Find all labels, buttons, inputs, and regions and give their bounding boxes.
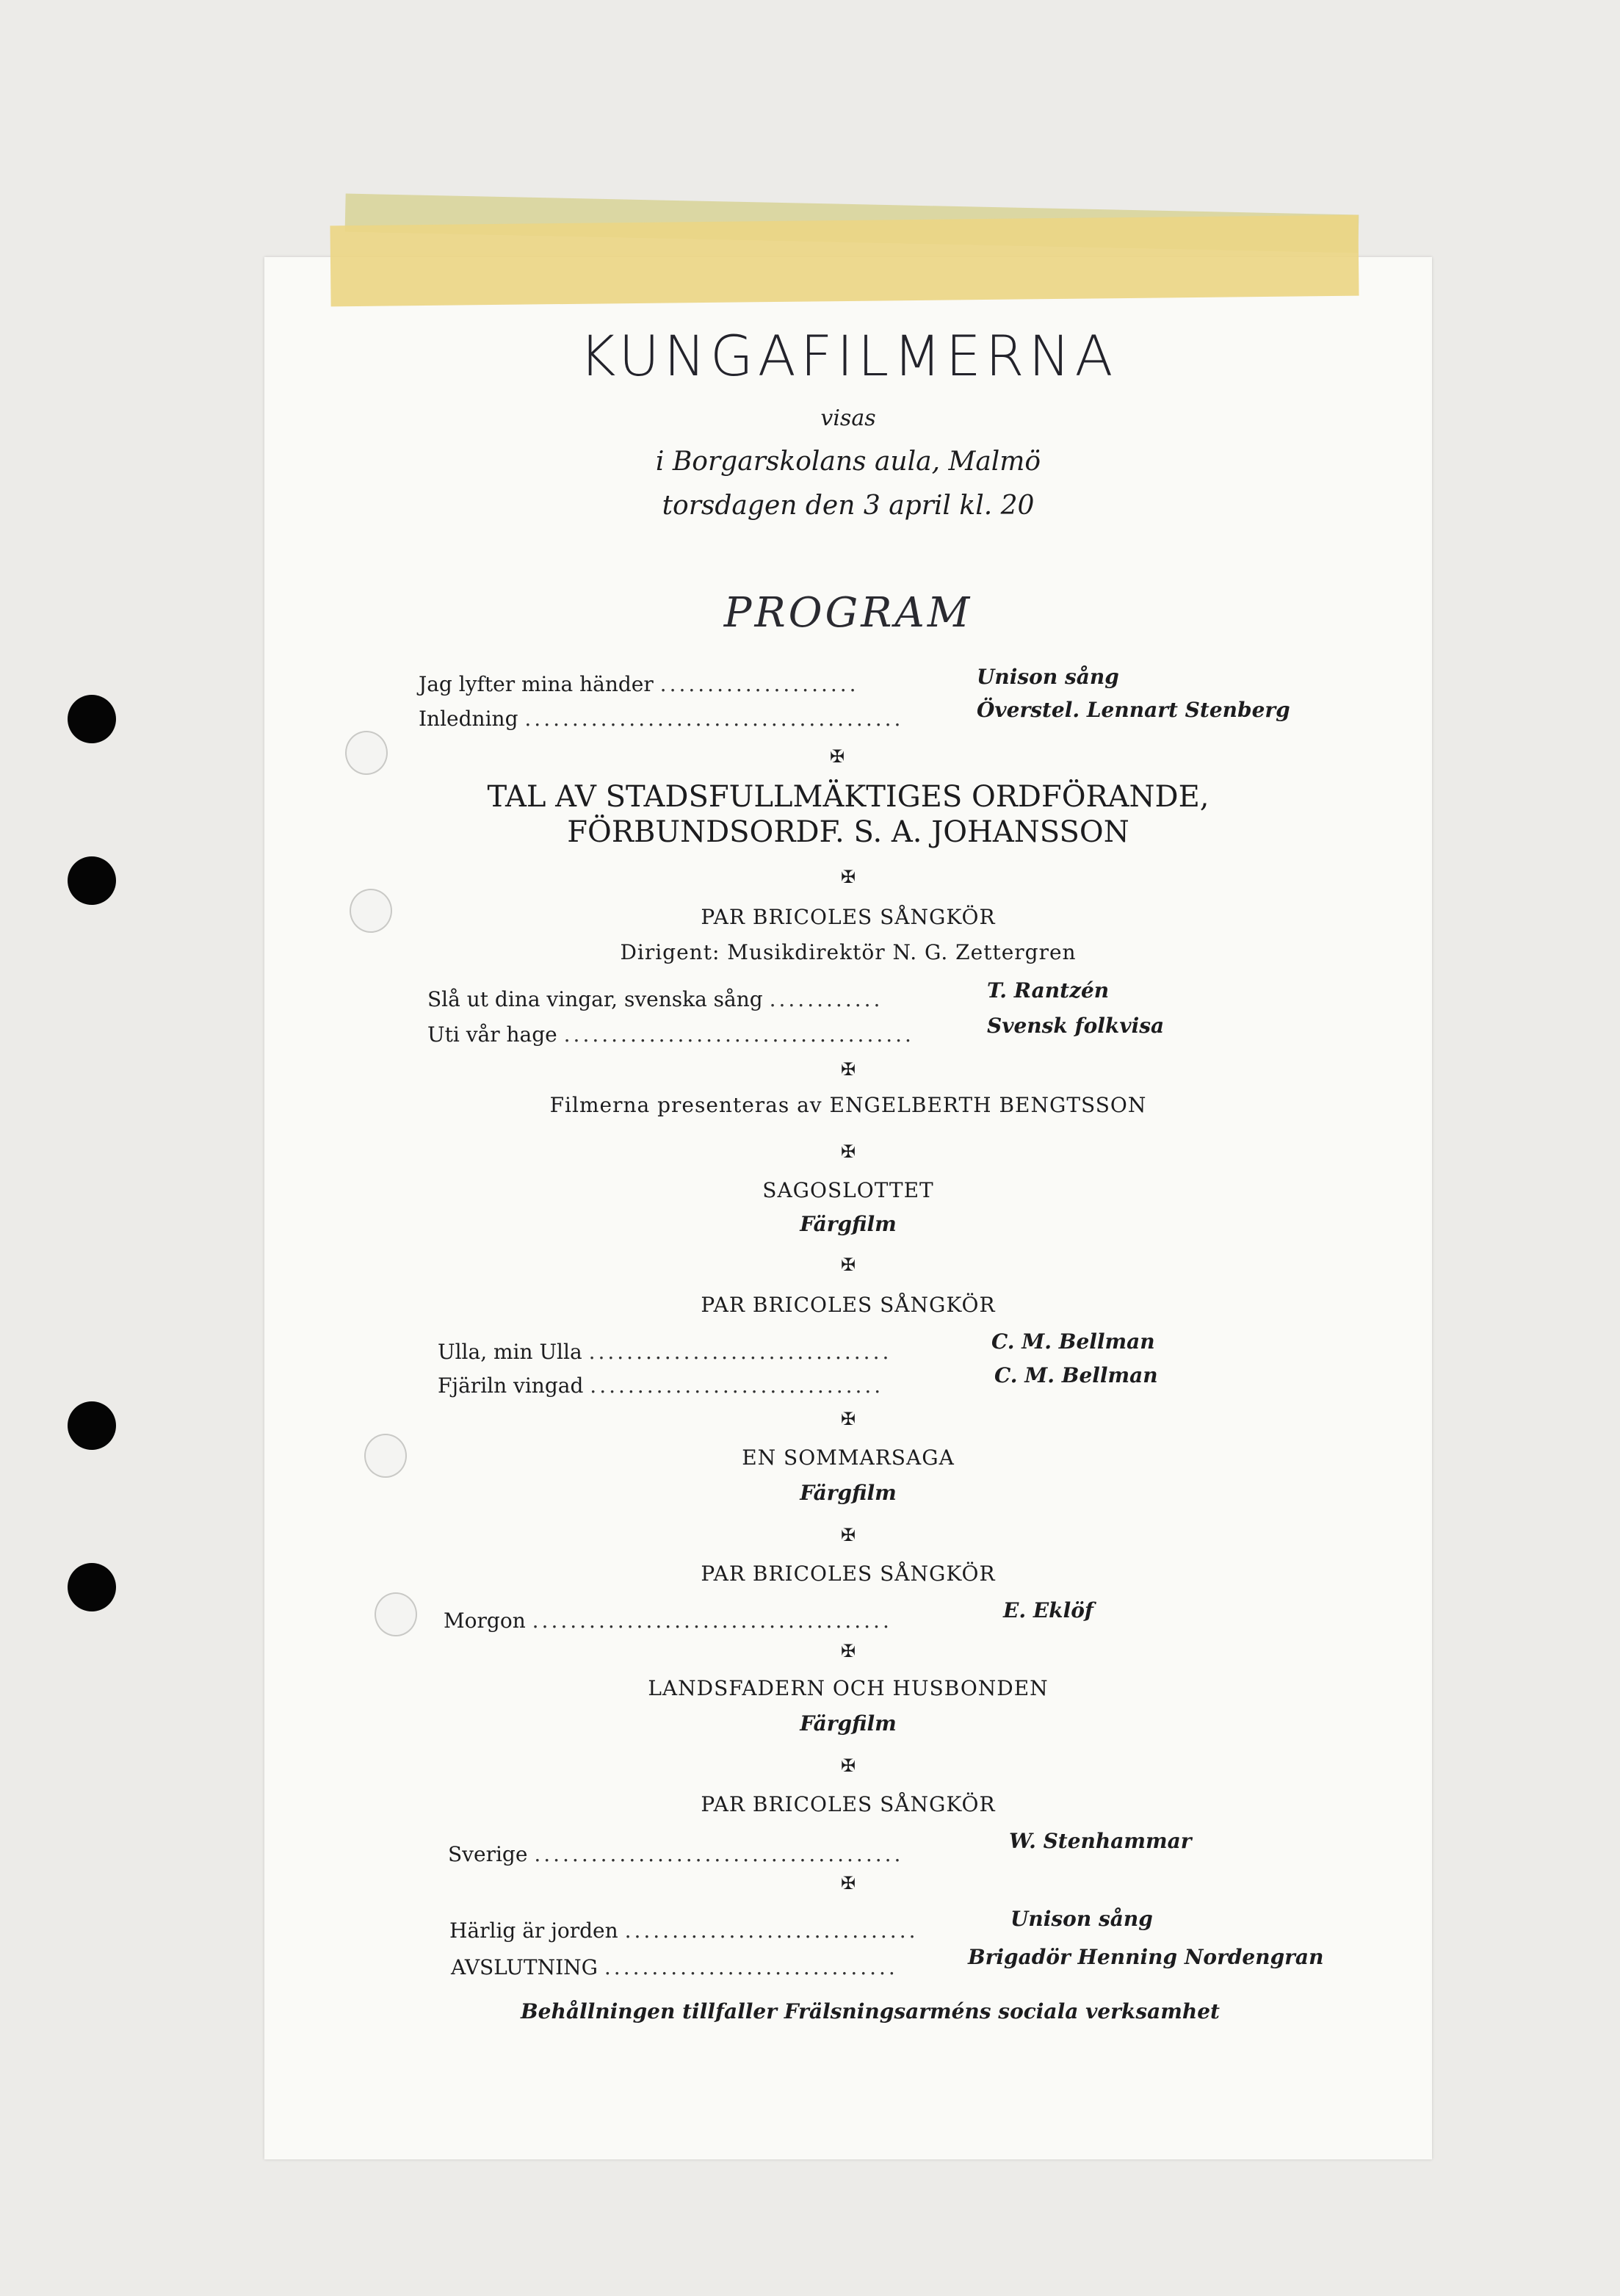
choir-heading: PAR BRICOLES SÅNGKÖR: [701, 1293, 996, 1317]
subtitle-venue: i Borgarskolans aula, Malmö: [655, 447, 1041, 477]
choir-heading: PAR BRICOLES SÅNGKÖR: [701, 1562, 996, 1586]
film-title: LANDSFADERN OCH HUSBONDEN: [648, 1676, 1049, 1700]
item-performer: Unison sång: [1010, 1907, 1153, 1931]
speech-line-1: TAL AV STADSFULLMÄKTIGES ORDFÖRANDE,: [487, 780, 1209, 814]
program-line-9: [449, 1918, 919, 1943]
item-title: Härlig är jorden: [449, 1918, 618, 1943]
item-performer: Brigadör Henning Nordengran: [968, 1945, 1324, 1969]
binder-hole-2: [68, 856, 116, 905]
program-line-3: [427, 987, 883, 1011]
item-composer: E. Eklöf: [1003, 1598, 1093, 1622]
film-type: Färgfilm: [800, 1481, 897, 1505]
program-line-1: [419, 672, 859, 696]
binder-hole-4: [68, 1563, 116, 1611]
item-composer: C. M. Bellman: [991, 1329, 1155, 1354]
cross-divider: ✠: [840, 1641, 856, 1661]
item-performer: Överstel. Lennart Stenberg: [977, 698, 1290, 722]
cross-divider: ✠: [840, 1409, 856, 1429]
item-title: Morgon: [444, 1609, 526, 1633]
leader-dots: ...............................: [604, 1955, 898, 1979]
cross-divider: ✠: [840, 1755, 856, 1776]
cross-divider: ✠: [840, 1255, 856, 1275]
adhesive-tape-front: [330, 215, 1359, 307]
program-heading: PROGRAM: [723, 589, 973, 637]
item-composer: C. M. Bellman: [994, 1363, 1158, 1387]
choir-heading: PAR BRICOLES SÅNGKÖR: [701, 905, 996, 929]
leader-dots: .....................................: [563, 1022, 914, 1047]
cross-divider: ✠: [840, 1873, 856, 1894]
punch-hole-4: [375, 1592, 417, 1636]
leader-dots: .....................: [659, 672, 859, 696]
program-line-7: [444, 1609, 892, 1633]
film-title: SAGOSLOTTET: [762, 1178, 934, 1202]
cross-divider: ✠: [840, 1059, 856, 1080]
binder-hole-3: [68, 1401, 116, 1450]
film-title: EN SOMMARSAGA: [742, 1445, 955, 1470]
item-title: AVSLUTNING: [451, 1955, 598, 1979]
leader-dots: ........................................: [524, 707, 904, 731]
cross-divider: ✠: [829, 746, 845, 767]
binder-hole-1: [68, 695, 116, 743]
item-title: Inledning: [419, 707, 518, 731]
program-line-10: [451, 1955, 898, 1979]
page-title: KUNGAFILMERNA: [579, 323, 1118, 389]
footer-note: Behållningen tillfaller Frälsningsarméns sociala verksamhet: [521, 1999, 1220, 2024]
leader-dots: ...............................: [624, 1918, 919, 1943]
item-title: Sverige: [448, 1842, 528, 1866]
film-type: Färgfilm: [800, 1711, 897, 1736]
leader-dots: .......................................: [534, 1842, 904, 1866]
subtitle-visas: visas: [820, 405, 876, 431]
leader-dots: ................................: [588, 1340, 892, 1364]
item-title: Jag lyfter mina händer: [419, 672, 654, 696]
item-composer: Svensk folkvisa: [987, 1014, 1165, 1038]
cross-divider: ✠: [840, 1525, 856, 1545]
cross-divider: ✠: [840, 1141, 856, 1162]
item-title: Fjäriln vingad: [438, 1373, 584, 1398]
leader-dots: ......................................: [532, 1609, 892, 1633]
item-performer: Unison sång: [977, 665, 1119, 689]
program-line-4: [427, 1022, 914, 1047]
item-title: Slå ut dina vingar, svenska sång: [427, 987, 763, 1011]
item-title: Uti vår hage: [427, 1022, 557, 1047]
program-line-2: [419, 707, 903, 731]
leader-dots: ............: [769, 987, 883, 1011]
program-line-8: [448, 1842, 903, 1866]
item-composer: T. Rantzén: [987, 978, 1110, 1003]
program-line-6: [438, 1373, 883, 1398]
film-type: Färgfilm: [800, 1212, 897, 1236]
program-line-5: [438, 1340, 892, 1364]
subtitle-date: torsdagen den 3 april kl. 20: [662, 491, 1035, 521]
conductor-line: Dirigent: Musikdirektör N. G. Zettergren: [620, 940, 1077, 964]
cross-divider: ✠: [840, 867, 856, 887]
leader-dots: ...............................: [590, 1373, 884, 1398]
speech-line-2: FÖRBUNDSORDF. S. A. JOHANSSON: [567, 815, 1129, 849]
item-composer: W. Stenhammar: [1009, 1829, 1192, 1853]
item-title: Ulla, min Ulla: [438, 1340, 582, 1364]
program-leaflet: [264, 257, 1432, 2159]
presenter-line: Filmerna presenteras av ENGELBERTH BENGTSSON: [549, 1093, 1147, 1117]
choir-heading: PAR BRICOLES SÅNGKÖR: [701, 1792, 996, 1816]
